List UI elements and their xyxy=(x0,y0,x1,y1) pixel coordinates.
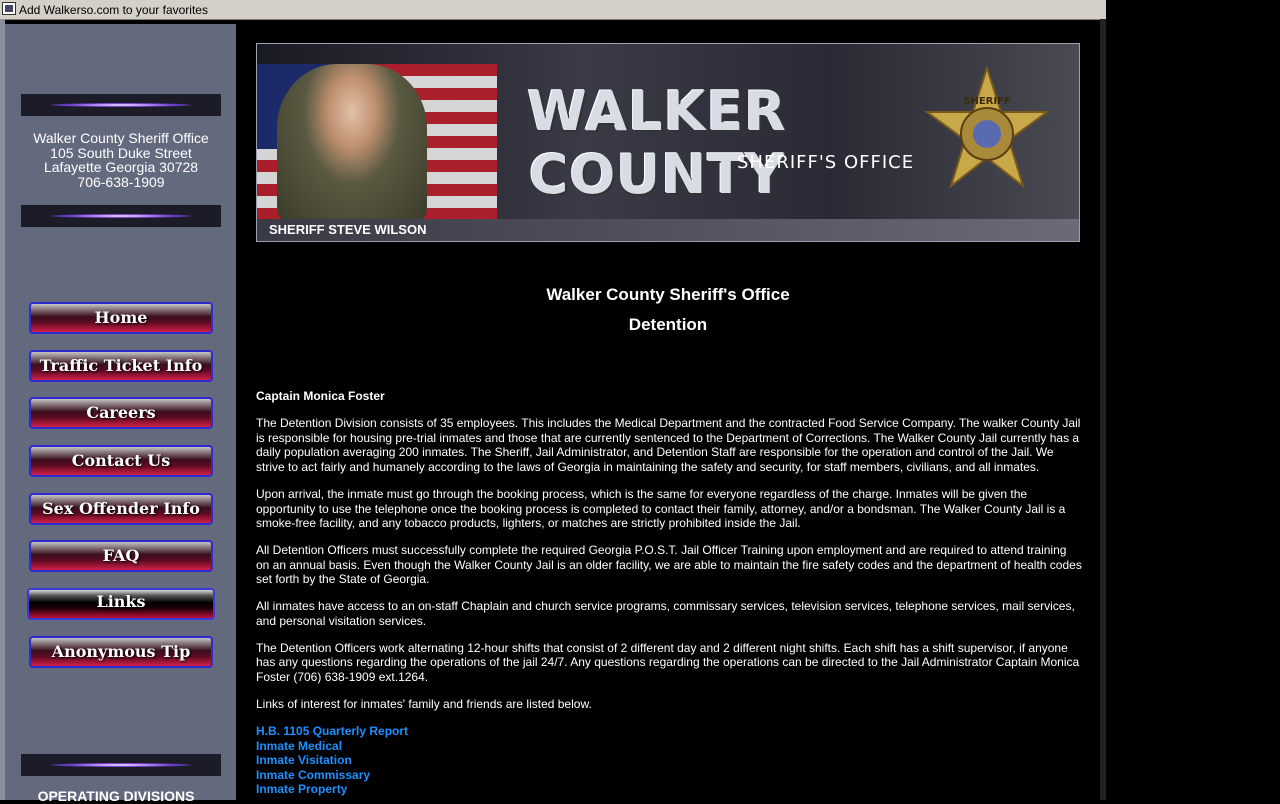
nav-links-button[interactable]: Links xyxy=(27,588,215,620)
badge-text: SHERIFF xyxy=(963,96,1011,107)
link-inmate-commissary[interactable]: Inmate Commissary xyxy=(256,767,371,782)
paragraph-4: All inmates have access to an on-staff Chaplain and church service programs, commissary services, television services, telephone services, mail services, and personal visitation services. xyxy=(256,599,1075,628)
favorites-link[interactable]: Add Walkerso.com to your favorites xyxy=(19,3,208,17)
nav-careers-button[interactable]: Careers xyxy=(29,397,213,429)
page-right-edge xyxy=(1100,19,1106,800)
nav-traffic-ticket-button[interactable]: Traffic Ticket Info xyxy=(29,350,213,382)
paragraph-1: The Detention Division consists of 35 employees. This includes the Medical Department and the contracted Food Service Company. The walker County Jail is responsible for housing pre-trial inmates and those that are currently sentenced to the Department of Corrections. The Walker County Jail currently has a daily population averaging 200 inmates. The Sheriff, Jail Administrator, and Detention Staff are responsible for the operation and control of the Jail. We strive to act fairly and humanely according to the laws of Georgia in maintaining the safety and security, for staff members, civilians, and all inmates. xyxy=(256,416,1081,474)
link-hb1105-report[interactable]: H.B. 1105 Quarterly Report xyxy=(256,724,409,739)
nav-faq-button[interactable]: FAQ xyxy=(29,540,213,572)
sidebar-divider-bottom xyxy=(21,754,221,776)
nav-home-button[interactable]: Home xyxy=(29,302,213,334)
address-line-4: 706-638-1909 xyxy=(77,173,165,190)
link-inmate-visitation[interactable]: Inmate Visitation xyxy=(256,753,352,768)
operating-divisions-heading: OPERATING DIVISIONS xyxy=(37,788,195,804)
nav-sex-offender-button[interactable]: Sex Offender Info xyxy=(29,493,213,525)
link-inmate-medical[interactable]: Inmate Medical xyxy=(256,738,343,753)
sidebar-divider-top xyxy=(21,94,221,116)
nav-contact-us-button[interactable]: Contact Us xyxy=(29,445,213,477)
sheriff-badge-icon xyxy=(917,64,1057,204)
address-line-3: Lafayette Georgia 30728 xyxy=(43,159,199,176)
inmate-links-list xyxy=(256,724,1082,797)
sidebar-divider-middle xyxy=(21,205,221,227)
banner-caption: SHERIFF STEVE WILSON xyxy=(257,219,1079,241)
banner-subtitle: SHERIFF'S OFFICE xyxy=(737,152,915,173)
paragraph-6: Links of interest for inmates' family and friends are listed below. xyxy=(256,697,592,712)
page-subtitle: Detention xyxy=(628,315,708,334)
favorites-icon xyxy=(2,2,16,15)
paragraph-5: The Detention Officers work alternating 12-hour shifts that consist of 2 different day and 2 different night shifts. Each shift has a shift supervisor, if anyone has any questions regarding the operations of the jail 24/7. Any questions regarding the operations can be directed to the Jail Administrator Captain Monica Foster (706) 638-1909 ext.1264. xyxy=(256,640,1080,685)
favorites-bar[interactable] xyxy=(0,0,1106,20)
banner-title: WALKER COUNTY xyxy=(527,80,787,206)
link-inmate-property[interactable]: Inmate Property xyxy=(256,782,348,797)
office-address xyxy=(21,131,221,189)
address-line-1: Walker County Sheriff Office xyxy=(33,130,209,146)
captain-name: Captain Monica Foster xyxy=(256,389,385,403)
sheriff-photo xyxy=(277,64,427,224)
main-content xyxy=(256,389,1082,797)
header-banner xyxy=(256,43,1080,242)
address-line-2: 105 South Duke Street xyxy=(50,144,192,161)
nav-anonymous-tip-button[interactable]: Anonymous Tip xyxy=(29,636,213,668)
sidebar xyxy=(5,24,236,800)
page-title: Walker County Sheriff's Office xyxy=(546,285,790,304)
paragraph-3: All Detention Officers must successfully complete the required Georgia P.O.S.T. Jail Officer Training upon employment and are required to attend training on an annual basis. Even though the Walker County Jail is an older facility, we are able to maintain the fire safety codes and the department of health codes set forth by the State of Georgia. xyxy=(256,543,1082,587)
paragraph-2: Upon arrival, the inmate must go through the booking process, which is the same for everyone regardless of the charge. Inmates will be given the opportunity to use the telephone once the booking process is completed to contact their family, attorney, and/or a bondsman. The Walker County Jail is a smoke-free facility, and any tobacco products, lighters, or matches are strictly prohibited inside the Jail. xyxy=(256,486,1066,531)
